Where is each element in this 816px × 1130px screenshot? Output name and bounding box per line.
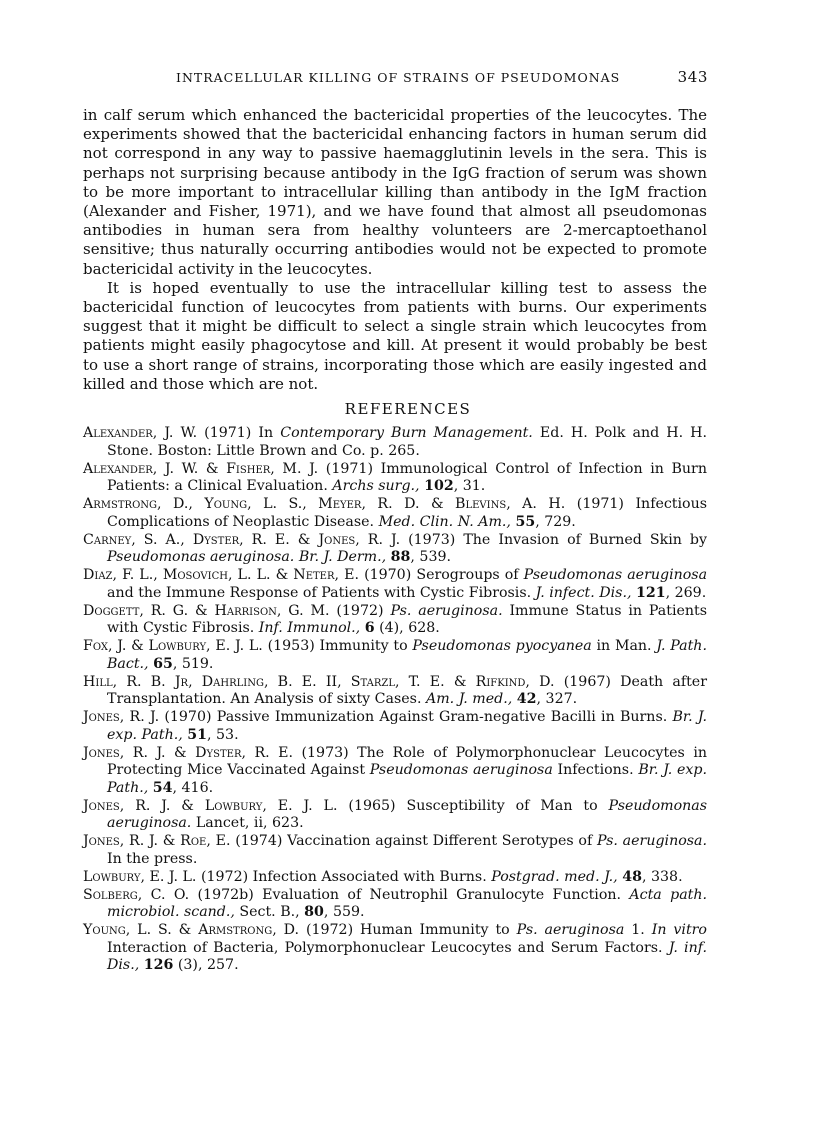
running-head [108, 68, 708, 86]
reference-species: Pseudomonas aeruginosa [369, 762, 553, 778]
reference-year: (1974) [235, 833, 283, 849]
reference-journal: Postgrad. med. J., [491, 868, 618, 885]
reference-pages: , 327. [536, 691, 578, 707]
reference-year: (1965) [348, 797, 396, 814]
reference-journal: J. Path. Bact., [107, 638, 707, 672]
reference-journal: Archs surg., [332, 478, 420, 494]
running-title: INTRACELLULAR KILLING OF STRAINS OF PSEUDOMONAS [176, 70, 621, 85]
reference-pages: , 559. [323, 904, 365, 920]
reference-volume: 6 [364, 620, 375, 636]
reference-title: and the Immune Response of Patients with Cystic Fibrosis. [107, 584, 532, 601]
reference-title: Evaluation of Neutrophil Granulocyte Function. [262, 886, 622, 903]
reference-authors: Jones, R. J. [83, 709, 160, 725]
reference-volume: 121 [635, 584, 666, 601]
reference-year: (1970) [164, 709, 212, 725]
reference-species: Ps. aeruginosa. [390, 602, 503, 619]
reference-volume: 51 [187, 726, 207, 743]
reference-authors: Solberg, C. O. [83, 886, 190, 903]
reference-title: The Role of Polymorphonuclear Leucocytes in Protecting Mice Vaccinated Against [107, 744, 707, 778]
reference-title: Human Immunity to [360, 922, 510, 938]
reference-journal: Br. J. Derm., [298, 549, 387, 565]
reference-journal: J. infect. Dis., [535, 584, 632, 601]
reference-authors: Doggett, R. G. & Harrison, G. M. [83, 602, 330, 619]
reference-item [83, 496, 707, 531]
reference-title: Passive Immunization Against Gram-negative Bacilli in Burns. [216, 709, 668, 725]
reference-item [83, 603, 707, 638]
reference-item [83, 567, 707, 602]
reference-year: (1972) [336, 602, 384, 619]
reference-text: In [258, 425, 274, 441]
reference-year: (1967) [563, 673, 611, 690]
reference-list [83, 425, 707, 975]
reference-title: Susceptibility of Man to [406, 797, 598, 814]
reference-volume: 54 [152, 779, 173, 796]
reference-section: Sect. B., [239, 904, 300, 920]
reference-title: Death after Transplantation. An Analysis of sixty Cases. [107, 673, 707, 707]
reference-title: Interaction of Bacteria, Polymorphonuclear Leucocytes and Serum Factors. [107, 939, 663, 956]
reference-species: Ps. aeruginosa. [596, 833, 708, 849]
reference-title: 1. [631, 922, 645, 938]
reference-year: (1971) [325, 460, 373, 477]
reference-year: (1973) [301, 744, 349, 761]
reference-journal: J. inf. Dis., [107, 939, 707, 973]
reference-volume: 88 [390, 549, 411, 565]
reference-journal: Br. J. exp. Path., [107, 709, 708, 743]
reference-volume: 55 [515, 513, 536, 530]
reference-species: Ps. aeruginosa [516, 922, 625, 938]
reference-year: (1973) [408, 531, 456, 548]
reference-item [83, 709, 707, 744]
reference-pages: , 729. [535, 513, 576, 530]
reference-journal: Br. J. exp. Path., [107, 762, 708, 796]
reference-volume: 102 [424, 478, 454, 494]
body-text [83, 106, 707, 394]
reference-item [83, 425, 707, 460]
reference-journal: Med. Clin. N. Am., [378, 513, 511, 530]
reference-volume: 42 [516, 691, 537, 707]
reference-title: Immunological Control of Infection in Burn Patients: a Clinical Evaluation. [107, 460, 707, 494]
reference-item [83, 869, 707, 887]
reference-authors: Jones, R. J. & Dyster, R. E. [83, 744, 294, 761]
reference-title: Serogroups of [416, 567, 519, 583]
reference-item [83, 638, 707, 673]
reference-pages: , 269. [665, 584, 707, 601]
reference-pages: , 31. [453, 478, 486, 494]
reference-item [83, 532, 707, 567]
reference-item [83, 745, 707, 798]
reference-title: Infections. [557, 762, 634, 778]
reference-authors: Young, L. S. & Armstrong, D. [83, 922, 300, 938]
reference-species: Pseudomonas aeruginosa. [107, 797, 708, 831]
reference-text: Ed. H. Polk and H. H. Stone. Boston: Little Brown and Co. p. 265. [107, 425, 708, 459]
reference-item [83, 461, 707, 496]
reference-authors: Hill, R. B. Jr, Dahrling, B. E. II, Starzl, T. E. & Rifkind, D. [83, 673, 555, 690]
reference-volume: 48 [622, 868, 642, 885]
reference-item [83, 887, 707, 922]
reference-pages: (4), 628. [374, 620, 440, 636]
reference-pages: , 53. [207, 726, 239, 743]
reference-item [83, 674, 707, 709]
reference-item [83, 922, 707, 975]
paragraph: It is hoped eventually to use the intracellular killing test to assess the bactericidal function of leucocytes from patients with burns. Our experiments suggest that it might be difficult to select a single strain which leucocytes from patients might easily phagocytose and kill. At present it would probably be best to use a short range of strains, incorporating those which are easily ingested and killed and those which are not. [83, 278, 707, 393]
reference-year: (1972) [305, 922, 354, 938]
reference-pages: , 519. [172, 655, 214, 672]
reference-book-title: Contemporary Burn Management. [280, 425, 533, 441]
reference-volume: 126 [143, 957, 174, 973]
reference-authors: Alexander, J. W. & Fisher, M. J. [83, 460, 319, 477]
reference-year: (1971) [576, 496, 624, 512]
reference-title: Infection Associated with Burns. [252, 868, 487, 885]
reference-volume: 65 [153, 655, 173, 672]
reference-species: Pseudomonas aeruginosa [523, 567, 708, 583]
reference-species: Pseudomonas pyocyanea [412, 638, 592, 654]
reference-journal: Inf. Immunol., [258, 620, 361, 636]
reference-title: The Invasion of Burned Skin by [463, 531, 707, 548]
reference-authors: Jones, R. J. & Lowbury, E. J. L. [83, 797, 338, 814]
reference-title-italic: In vitro [651, 922, 707, 938]
reference-authors: Diaz, F. L., Mosovich, L. L. & Neter, E. [83, 567, 359, 583]
paragraph: in calf serum which enhanced the bactericidal properties of the leucocytes. The experiments showed that the bactericidal enhancing factors in human serum did not correspond in any way to passive haemagglutinin levels in the sera. This is perhaps not surprising because antibody in the IgG fraction of serum was shown to be more important to intracellular killing than antibody in the IgM fraction (Alexander and Fisher, 1971), and we have found that almost all pseudomonas antibodies in human sera from healthy volunteers are 2-mercaptoethanol sensitive; thus naturally occurring antibodies would not be expected to promote bactericidal activity in the leucocytes. [83, 106, 707, 278]
reference-item [83, 833, 707, 868]
reference-authors: Alexander, J. W. [83, 425, 198, 441]
reference-citation: Lancet, ii, 623. [195, 815, 304, 831]
page-number: 343 [677, 68, 708, 86]
reference-year: (1970) [364, 567, 412, 583]
reference-citation: In the press. [107, 850, 198, 867]
reference-authors: Armstrong, D., Young, L. S., Meyer, R. D. & Blevins, A. H. [83, 496, 566, 512]
reference-year: (1953) [267, 638, 315, 654]
reference-authors: Fox, J. & Lowbury, E. J. L. [83, 638, 263, 654]
reference-pages: (3), 257. [173, 957, 239, 973]
references-heading: REFERENCES [344, 400, 472, 418]
reference-pages: , 416. [172, 779, 214, 796]
reference-authors: Jones, R. J. & Roe, E. [83, 833, 231, 849]
reference-authors: Carney, S. A., Dyster, R. E. & Jones, R. J. [83, 531, 401, 548]
reference-title: Immune Status in Patients with Cystic Fibrosis. [107, 602, 708, 636]
reference-species: Pseudomonas aeruginosa. [107, 549, 295, 565]
reference-authors: Lowbury, E. J. L. [83, 868, 197, 885]
reference-pages: , 539. [410, 549, 452, 565]
reference-year: (1972) [200, 868, 249, 885]
reference-journal: Am. J. med., [425, 691, 513, 707]
reference-pages: , 338. [641, 868, 683, 885]
reference-year: (1972b) [197, 886, 254, 903]
reference-journal: Acta path. microbiol. scand., [107, 886, 708, 920]
reference-title: Vaccination against Different Serotypes of [287, 833, 593, 849]
reference-year: (1971) [204, 425, 252, 441]
reference-title: in Man. [596, 638, 652, 654]
reference-title: Immunity to [319, 638, 408, 654]
reference-title: Infectious Complications of Neoplastic Disease. [107, 496, 707, 530]
reference-volume: 80 [304, 904, 324, 920]
reference-item [83, 798, 707, 833]
